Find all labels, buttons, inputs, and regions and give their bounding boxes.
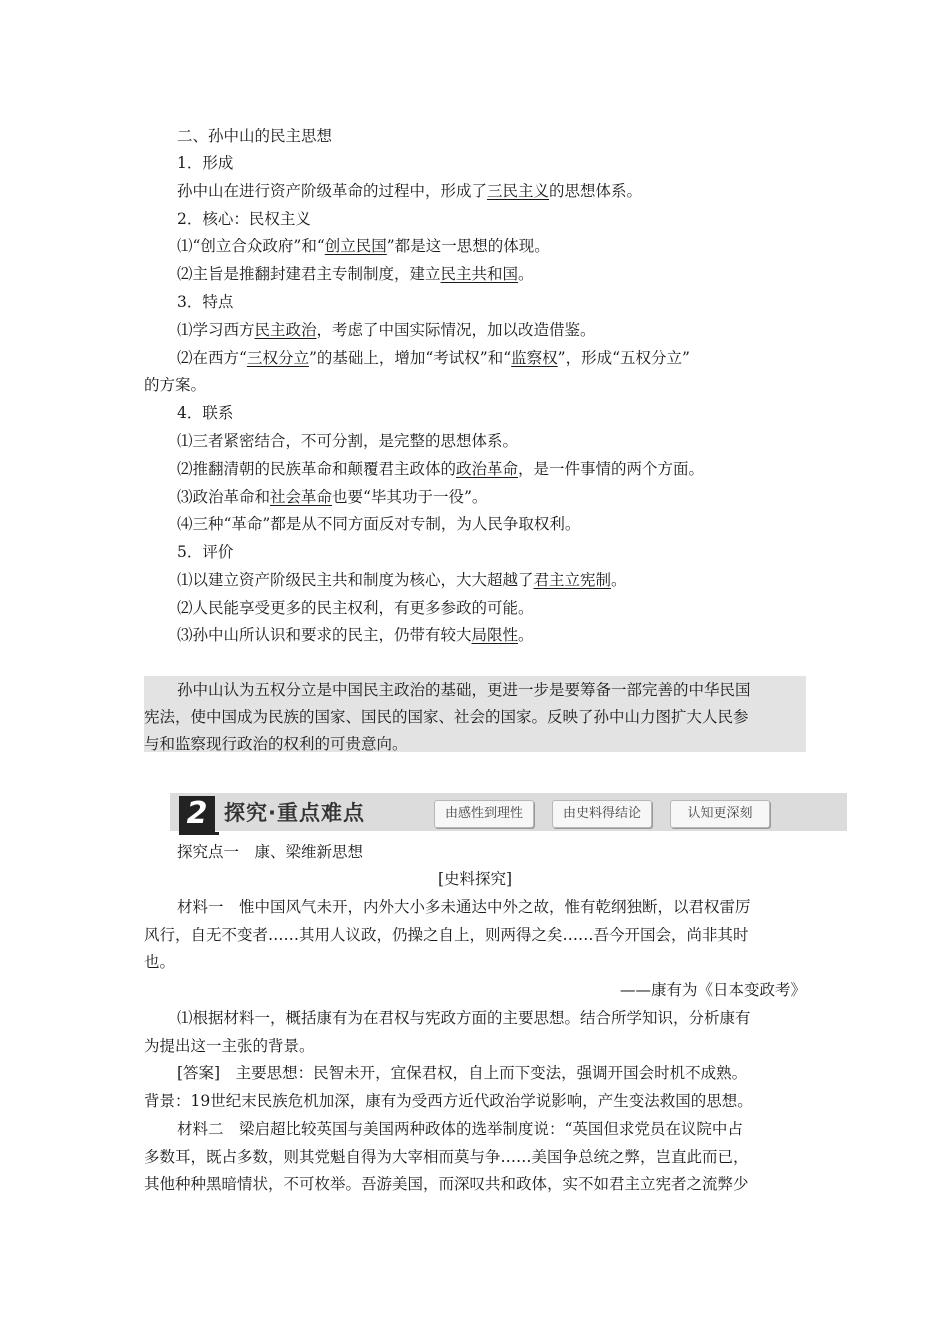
question-1-line-1: ⑴根据材料一，概括康有为在君权与宪政方面的主要思想。结合所学知识，分析康有: [177, 1009, 751, 1027]
tag-perceptual-to-rational: 由感性到理性: [434, 800, 534, 828]
banner-title: 探究·重点难点: [224, 801, 365, 825]
text: 。: [518, 265, 534, 283]
text: ⑶孙中山所认识和要求的民主，仍带有较大: [177, 626, 472, 644]
blank-answer: 创立民国: [324, 237, 387, 255]
relation-item-4: ⑷三种“革命”都是从不同方面反对专制，为人民争取权利。: [177, 515, 581, 533]
section-number-badge: 2: [179, 796, 215, 832]
feature-item-2: [177, 348, 690, 368]
blank-answer: 三民主义: [487, 182, 550, 200]
blank-answer: 民主政治: [254, 321, 317, 339]
feature-item-1: [177, 320, 596, 340]
material-2-line-1: 材料二 梁启超比较英国与美国两种政体的选举制度说：“英国但求党员在议院中占: [177, 1120, 743, 1138]
material-1-source: ——康有为《日本变政考》: [619, 981, 806, 999]
text: ”的基础上，增加“考试权”和“: [308, 349, 512, 367]
evaluation-item-3: [177, 625, 534, 645]
text: ⑵主旨是推翻封建君主专制制度，建立: [177, 265, 441, 283]
explore-point-title: 探究点一 康、梁维新思想: [177, 843, 364, 861]
evaluation-item-1: [177, 570, 627, 590]
text: 。: [611, 571, 627, 589]
material-1-line-2: 风行，自无不变者……其用人议政，仍操之自上，则两得之矣……吾今开国会，尚非其时: [144, 926, 749, 944]
core-item-2: [177, 264, 534, 284]
material-1-line-1: 材料一 惟中国风气未开，内外大小多未通达中外之故，惟有乾纲独断，以君权雷厉: [177, 898, 751, 916]
relation-item-2: [177, 459, 704, 479]
text: 的思想体系。: [549, 182, 643, 200]
blank-answer: 社会革命: [270, 488, 333, 506]
blank-answer: 民主共和国: [440, 265, 519, 283]
note-line-2: 宪法，使中国成为民族的国家、国民的国家、社会的国家。反映了孙中山力图扩大人民参: [144, 708, 749, 726]
core-item-1: [177, 236, 550, 256]
heading-formation: 1．形成: [177, 154, 234, 172]
blank-answer: 君主立宪制: [533, 571, 612, 589]
text: ⑴“创立合众政府”和“: [177, 237, 325, 255]
feature-item-2-cont: 的方案。: [144, 376, 207, 394]
badge-underline: [179, 832, 219, 835]
relation-item-1: ⑴三者紧密结合，不可分割，是完整的思想体系。: [177, 432, 519, 450]
tag-deeper-understanding: 认知更深刻: [670, 800, 770, 828]
answer-1-line-2: 背景：19世纪末民族危机加深，康有为受西方近代政治学说影响，产生变法救国的思想。: [144, 1092, 753, 1110]
paragraph-formation: [177, 181, 642, 201]
text: ⑶政治革命和: [177, 488, 271, 506]
note-line-1: 孙中山认为五权分立是中国民主政治的基础，更进一步是要筹备一部完善的中华民国: [177, 681, 751, 699]
evaluation-item-2: ⑵人民能享受更多的民主权利，有更多参政的可能。: [177, 599, 534, 617]
section-title: 二、孙中山的民主思想: [177, 127, 333, 145]
text: ”都是这一思想的体现。: [386, 237, 550, 255]
blank-answer: 政治革命: [456, 460, 519, 478]
text: ，考虑了中国实际情况，加以改造借鉴。: [316, 321, 596, 339]
heading-features: 3．特点: [177, 293, 234, 311]
text: ⑵推翻清朝的民族革命和颠覆君主政体的: [177, 460, 457, 478]
note-line-3: 与和监察现行政治的权利的可贵意向。: [144, 735, 408, 753]
material-2-line-3: 其他种种黑暗情状，不可枚举。吾游美国，而深叹共和政体，实不如君主立宪者之流弊少: [144, 1175, 749, 1193]
heading-relation: 4．联系: [177, 404, 234, 422]
text: 也要“毕其功于一役”。: [332, 488, 488, 506]
material-1-line-3: 也。: [144, 953, 176, 971]
text: 。: [518, 626, 534, 644]
section-label: [史料探究]: [437, 870, 513, 888]
text: ⑵在西方“: [177, 349, 247, 367]
material-2-line-2: 多数耳，既占多数，则其党魁自得为大宰相而莫与争……美国争总统之弊，岂直此而已，: [144, 1148, 749, 1166]
relation-item-3: [177, 487, 487, 507]
text: ⑴以建立资产阶级民主共和制度为核心，大大超越了: [177, 571, 534, 589]
heading-evaluation: 5．评价: [177, 543, 234, 561]
text: 孙中山在进行资产阶级革命的过程中，形成了: [177, 182, 488, 200]
blank-answer: 局限性: [471, 626, 519, 644]
answer-1-line-1: [答案] 主要思想：民智未开，宜保君权，自上而下变法，强调开国会时机不成熟。: [177, 1064, 748, 1082]
heading-core: 2．核心：民权主义: [177, 210, 311, 228]
question-1-line-2: 为提出这一主张的背景。: [144, 1037, 315, 1055]
text: ”，形成“五权分立”: [557, 349, 690, 367]
text: ，是一件事情的两个方面。: [518, 460, 705, 478]
tag-sources-to-conclusion: 由史料得结论: [552, 800, 652, 828]
blank-answer: 监察权: [511, 349, 558, 367]
blank-answer: 三权分立: [246, 349, 309, 367]
text: ⑴学习西方: [177, 321, 255, 339]
